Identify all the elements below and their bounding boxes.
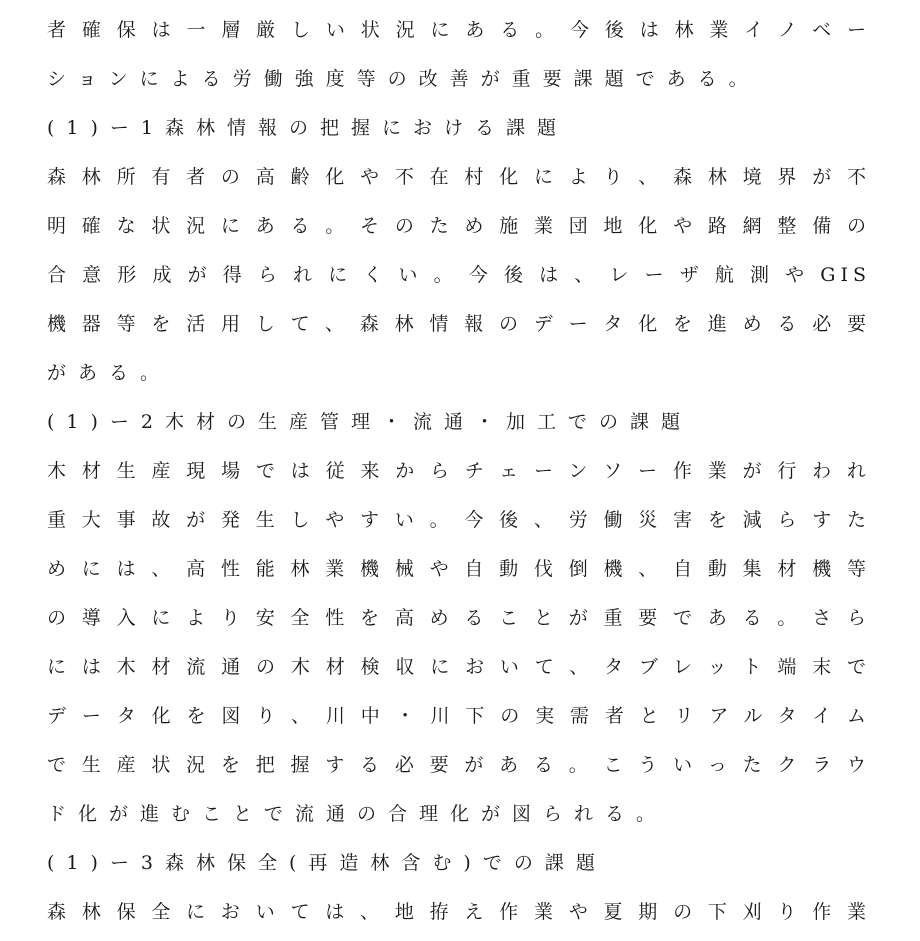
text-line: 森林保全においては、地拵え作業や夏期の下刈り作業 xyxy=(47,901,871,923)
text-line: 明確な状況にある。そのため施業団地化や路網整備の xyxy=(47,215,871,237)
text-line: には木材流通の木材検収において、タブレット端末で xyxy=(47,656,871,678)
section-heading: (1)ー2木材の生産管理・流通・加工での課題 xyxy=(47,411,693,433)
section-heading: (1)ー3森林保全(再造林含む)での課題 xyxy=(47,852,607,874)
text-line: データ化を図り、川中・川下の実需者とリアルタイム xyxy=(47,705,871,727)
text-line: 合意形成が得られにくい。今後は、レーザ航測やGIS xyxy=(47,264,871,286)
text-line: めには、高性能林業機械や自動伐倒機、自動集材機等 xyxy=(47,558,871,580)
text-line: の導入により安全性を高めることが重要である。さら xyxy=(47,607,871,629)
text-line: 森林所有者の高齢化や不在村化により、森林境界が不 xyxy=(47,166,871,188)
text-line: ションによる労働強度等の改善が重要課題である。 xyxy=(47,68,760,90)
text-line: で生産状況を把握する必要がある。こういったクラウ xyxy=(47,754,871,776)
text-line: 機器等を活用して、森林情報のデータ化を進める必要 xyxy=(47,313,871,335)
text-line: 者確保は一層厳しい状況にある。今後は林業イノベー xyxy=(47,19,871,41)
section-heading: (1)ー1森林情報の把握における課題 xyxy=(47,117,569,139)
text-line: 木材生産現場では従来からチェーンソー作業が行われ xyxy=(47,460,871,482)
document-page xyxy=(47,10,871,941)
text-line: 重大事故が発生しやすい。今後、労働災害を減らすた xyxy=(47,509,871,531)
text-line: ド化が進むことで流通の合理化が図られる。 xyxy=(47,803,668,825)
text-line: がある。 xyxy=(47,362,172,384)
